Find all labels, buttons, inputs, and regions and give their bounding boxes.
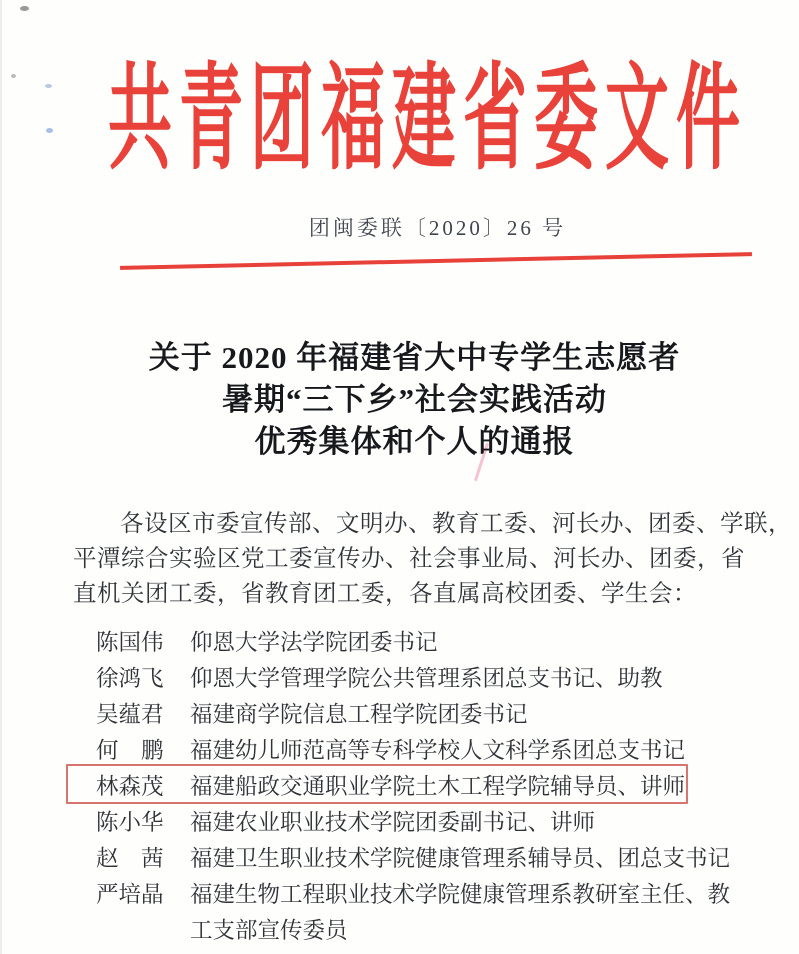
document-title-line-1: 关于 2020 年福建省大中专学生志愿者 [148, 340, 681, 375]
document-title-line-3: 优秀集体和个人的通报 [254, 424, 575, 459]
awardee-name: 赵 茜 [96, 846, 164, 871]
awardee-row-highlighted [96, 769, 799, 805]
document-title-line-2: 暑期“三下乡”社会实践活动 [222, 382, 607, 417]
awardee-name: 林森茂 [96, 774, 164, 799]
awardee-row [96, 805, 799, 841]
red-divider-line [120, 252, 752, 270]
awardee-row [96, 733, 799, 769]
salutation-line-3: 直机关团工委，省教育团工委，各直属高校团委、学生会： [73, 581, 697, 607]
awardee-name: 吴蕴君 [96, 702, 164, 727]
awardee-title: 福建卫生职业技术学院健康管理系辅导员、团总支书记 [190, 846, 731, 871]
awardee-name: 陈小华 [96, 810, 164, 835]
awardee-name: 徐鸿飞 [96, 666, 164, 691]
scan-speck [20, 6, 29, 11]
awardee-title: 仰恩大学管理学院公共管理系团总支书记、助教 [190, 666, 663, 691]
awardee-title: 福建农业职业技术学院团委副书记、讲师 [190, 810, 596, 835]
awardee-title: 福建幼儿师范高等专科学校人文科学系团总支书记 [190, 738, 686, 763]
salutation-line-1: 各设区市委宣传部、文明办、教育工委、河长办、团委、学联， [120, 511, 792, 537]
awardee-row [96, 841, 799, 877]
awardee-row [96, 625, 799, 661]
scan-speck [11, 74, 16, 78]
awardee-name: 何 鹏 [96, 738, 164, 763]
scan-edge-artifact [0, 0, 2, 954]
awardee-title: 仰恩大学法学院团委书记 [190, 630, 438, 655]
awardee-row [96, 877, 799, 949]
salutation-line-2: 平潭综合实验区党工委宣传办、社会事业局、河长办、团委，省 [73, 546, 745, 572]
awardee-name: 严培晶 [96, 882, 164, 907]
awardee-list [96, 625, 799, 949]
awardee-name: 陈国伟 [96, 630, 164, 655]
salutation-paragraph [73, 507, 792, 612]
letterhead [28, 52, 799, 188]
document-title [15, 337, 799, 463]
awardee-title: 福建商学院信息工程学院团委书记 [190, 702, 528, 727]
awardee-title: 福建生物工程职业技术学院健康管理系教研室主任、教工支部宣传委员 [190, 882, 731, 943]
document-number: 团闽委联〔2020〕26 号 [308, 216, 567, 240]
awardee-title: 福建船政交通职业学院土木工程学院辅导员、讲师 [190, 774, 686, 799]
org-title-red-header: 共青团福建省委文件 [108, 55, 747, 183]
awardee-row [96, 661, 799, 697]
awardee-row [96, 697, 799, 733]
